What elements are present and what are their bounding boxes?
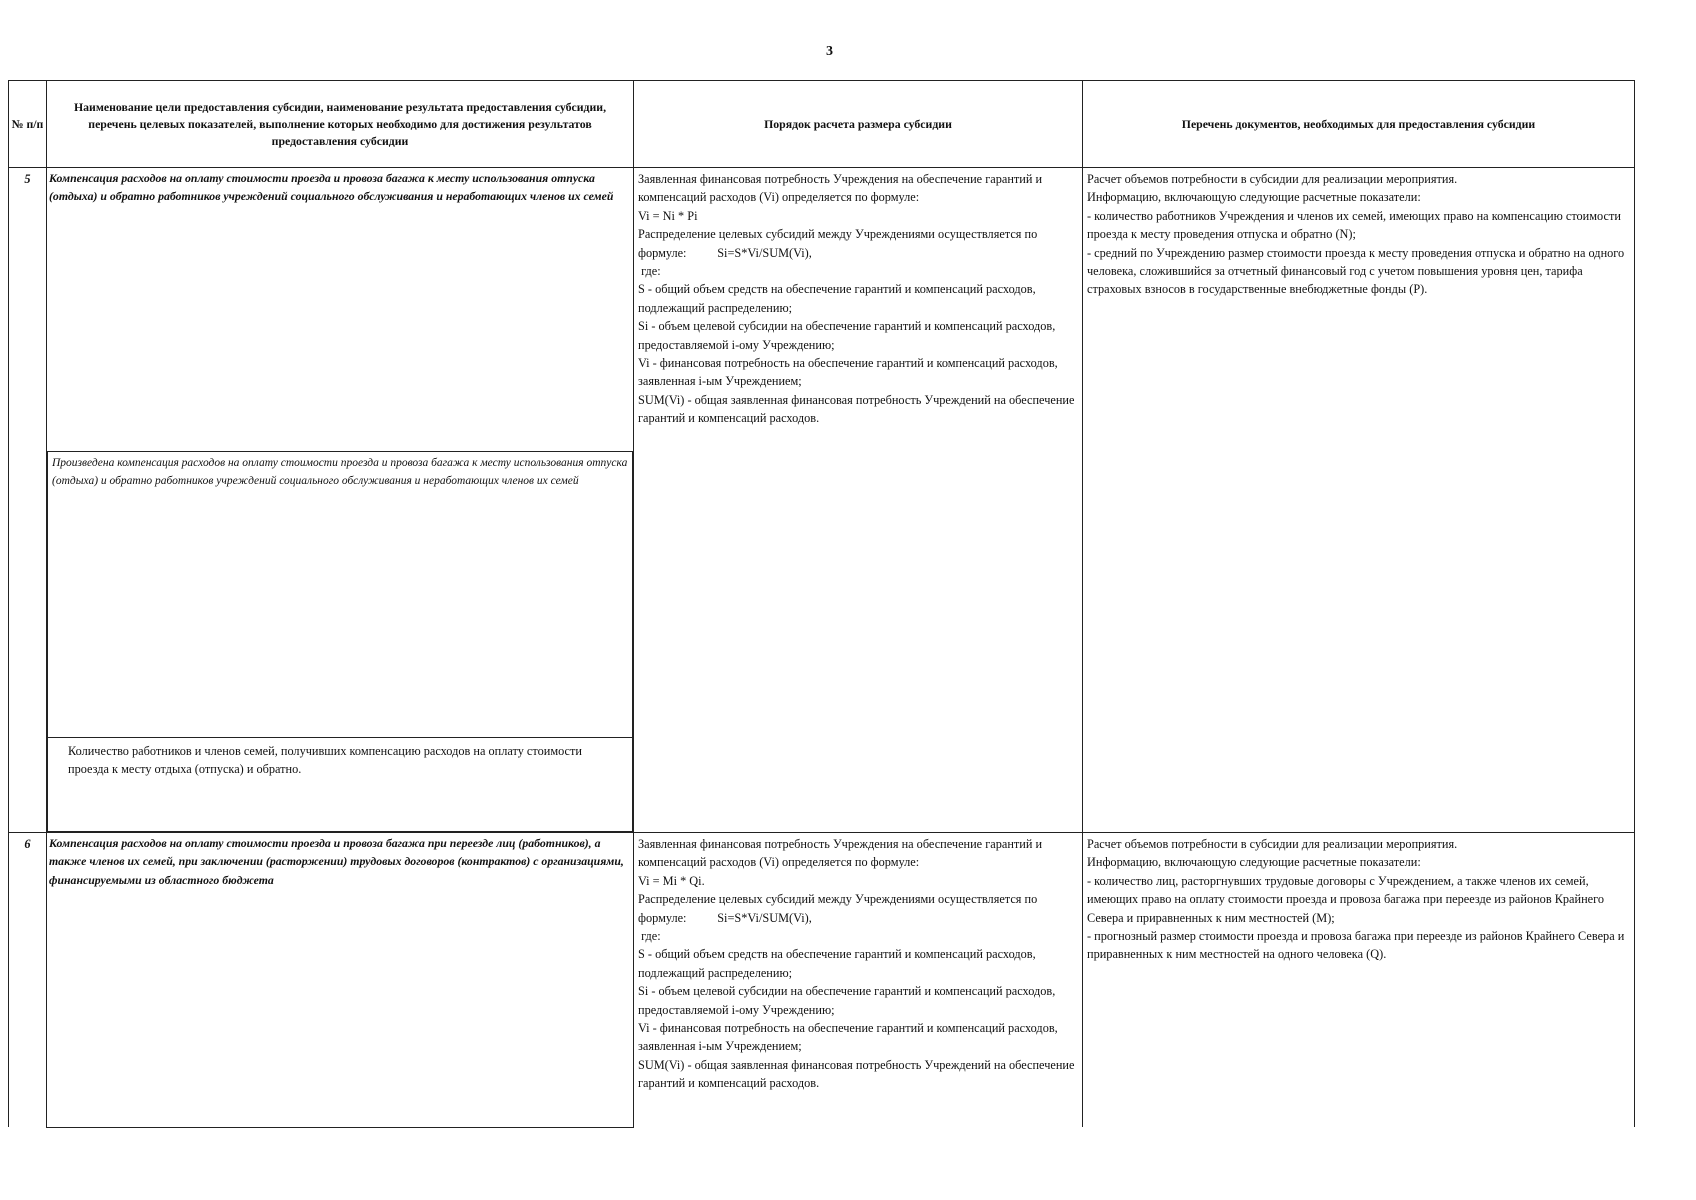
docs-line: - средний по Учреждению размер стоимости проезда к месту проведения отпуска и обратно на одного человека, сложившийся за отчетный финансовый год с учетом повышения уровня цен, тарифа страховых взносов в государственные внебюджетные фонды (P). <box>1087 245 1628 297</box>
docs-line: - количество работников Учреждения и членов их семей, имеющих право на компенсацию стоимости проезда к месту проведения отпуска и обратно (N); <box>1087 208 1624 242</box>
calc-formula: Vi = Mi * Qi. <box>638 873 705 888</box>
calc-line: Si - объем целевой субсидии на обеспечение гарантий и компенсаций расходов, предоставляемой i-ому Учреждению; <box>638 984 1059 1017</box>
goal-cell <box>47 833 634 1128</box>
header-num: № п/п <box>9 81 47 168</box>
calc-line: Vi - финансовая потребность на обеспечение гарантий и компенсаций расходов, заявленная i-ым Учреждением; <box>638 356 1061 389</box>
docs-line: Информацию, включающую следующие расчетные показатели: <box>1087 190 1421 205</box>
indicator-text: Количество работников и членов семей, получивших компенсацию расходов на оплату стоимости проезда к месту отдыха (отпуска) и обратно. <box>68 744 582 776</box>
result-block <box>47 451 633 738</box>
subsidy-table <box>8 80 1635 1128</box>
calc-line: SUM(Vi) - общая заявленная финансовая потребность Учреждений на обеспечение гарантий и компенсаций расходов. <box>638 1057 1078 1091</box>
calc-line: где: <box>638 264 661 279</box>
calc-line: Распределение целевых субсидий между Учреждениями осуществляется по формуле: Si=S*Vi/SUM(Vi), <box>638 892 1041 925</box>
row-number: 5 <box>9 168 47 833</box>
table-row <box>9 833 1635 1128</box>
calc-cell <box>634 168 1083 833</box>
result-text: Произведена компенсация расходов на оплату стоимости проезда и провоза багажа к месту использования отпуска (отдыха) и обратно работников учреждений социального обслуживания и неработающих членов их семей <box>52 457 628 487</box>
goal-title: Компенсация расходов на оплату стоимости проезда и провоза багажа при переезде лиц (работников), а также членов их семей, при заключении (расторжении) трудовых договоров (контрактов) с организациями, финансируемыми из областного бюджета <box>49 836 624 887</box>
header-calc: Порядок расчета размера субсидии <box>634 81 1083 168</box>
docs-cell <box>1083 833 1635 1128</box>
docs-line: - количество лиц, расторгнувших трудовые договоры с Учреждением, а также членов их семей, имеющих право на оплату стоимости проезда и провоза багажа при переезде из районов Крайнего Севера и приравненных к ним местностей (M); <box>1087 873 1608 925</box>
goal-title: Компенсация расходов на оплату стоимости проезда и провоза багажа к месту использования отпуска (отдыха) и обратно работников учреждений социального обслуживания и неработающих членов их семей <box>49 171 614 204</box>
docs-line: Расчет объемов потребности в субсидии для реализации мероприятия. <box>1087 837 1458 851</box>
indicator-block <box>47 737 633 832</box>
page-number: 3 <box>826 44 833 59</box>
docs-line: - прогнозный размер стоимости проезда и провоза багажа при переезде из районов Крайнего Севера и приравненных к ним местностей на одного человека (Q). <box>1087 929 1628 962</box>
goal-cell <box>47 168 634 833</box>
calc-line: Распределение целевых субсидий между Учреждениями осуществляется по формуле: Si=S*Vi/SUM(Vi), <box>638 227 1041 260</box>
table-header-row <box>9 81 1635 168</box>
calc-line: Si - объем целевой субсидии на обеспечение гарантий и компенсаций расходов, предоставляемой i-ому Учреждению; <box>638 319 1059 352</box>
docs-cell <box>1083 168 1635 833</box>
header-goal: Наименование цели предоставления субсидии, наименование результата предоставления субсидии, перечень целевых показателей, выполнение которых необходимо для достижения результатов предоставления субсидии <box>47 81 634 168</box>
table-row <box>9 168 1635 833</box>
calc-line: Заявленная финансовая потребность Учреждения на обеспечение гарантий и компенсаций расходов (Vi) определяется по формуле: <box>638 172 1046 205</box>
header-docs: Перечень документов, необходимых для предоставления субсидии <box>1083 81 1635 168</box>
calc-formula: Vi = Ni * Pi <box>638 208 698 223</box>
calc-line: Vi - финансовая потребность на обеспечение гарантий и компенсаций расходов, заявленная i-ым Учреждением; <box>638 1021 1061 1054</box>
calc-line: SUM(Vi) - общая заявленная финансовая потребность Учреждений на обеспечение гарантий и компенсаций расходов. <box>638 392 1078 426</box>
calc-cell <box>634 833 1083 1128</box>
docs-line: Информацию, включающую следующие расчетные показатели: <box>1087 855 1421 870</box>
calc-line: S - общий объем средств на обеспечение гарантий и компенсаций расходов, подлежащий распределению; <box>638 947 1039 980</box>
row-number: 6 <box>9 833 47 1128</box>
calc-line: где: <box>638 929 661 944</box>
docs-line: Расчет объемов потребности в субсидии для реализации мероприятия. <box>1087 172 1458 186</box>
calc-line: S - общий объем средств на обеспечение гарантий и компенсаций расходов, подлежащий распределению; <box>638 282 1039 315</box>
calc-line: Заявленная финансовая потребность Учреждения на обеспечение гарантий и компенсаций расходов (Vi) определяется по формуле: <box>638 837 1046 870</box>
